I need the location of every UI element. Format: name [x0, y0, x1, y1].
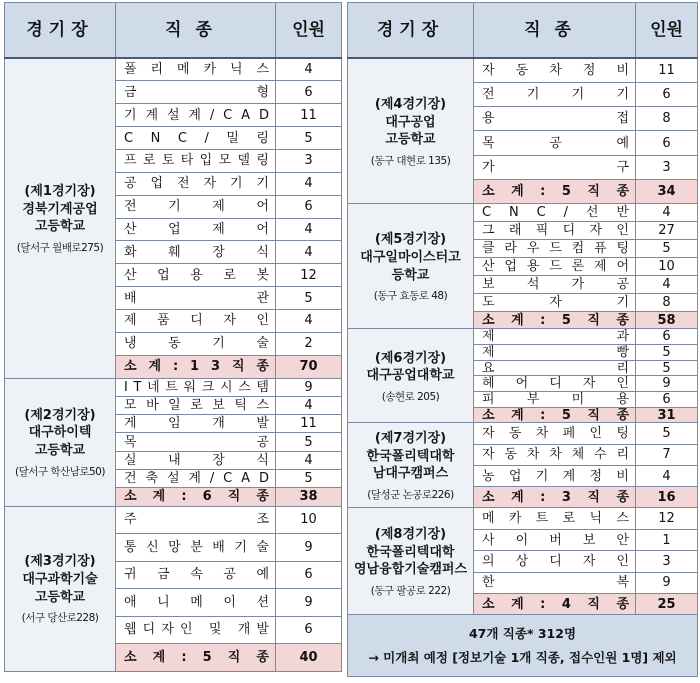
table-row	[5, 58, 342, 81]
job-name: 실 내 장 식	[116, 451, 276, 469]
job-count: 1	[636, 529, 698, 550]
left-venue-table	[4, 2, 342, 672]
venue-address: (동구 팔공로 222)	[370, 584, 451, 597]
job-count: 12	[276, 264, 342, 287]
subtotal-label: 소 계 : 5 직 종	[474, 407, 636, 423]
job-name: C N C / 밀 링	[116, 127, 276, 150]
job-name: 기 계 설 계 / C A D	[116, 104, 276, 127]
job-name: 주 조	[116, 506, 276, 534]
job-name: 목 공	[116, 433, 276, 451]
job-name: 자 동 차 페 인 팅	[474, 423, 636, 444]
venue-address: (동구 대현로 135)	[370, 154, 451, 167]
job-count: 10	[636, 258, 698, 276]
job-count: 4	[636, 275, 698, 293]
table-row	[5, 506, 342, 534]
job-name: 제 품 디 자 인	[116, 309, 276, 332]
job-name: 요 리	[474, 360, 636, 376]
job-name: 전 기 기 기	[474, 82, 636, 106]
job-name: 용 접	[474, 107, 636, 131]
job-count: 5	[636, 360, 698, 376]
venue-name: (제1경기장) 경북기계공업 고등학교	[22, 184, 98, 235]
job-name: C N C / 선 반	[474, 204, 636, 222]
job-count: 9	[636, 572, 698, 593]
job-count: 9	[276, 589, 342, 617]
job-name: 그 래 픽 디 자 인	[474, 222, 636, 240]
venue-cell	[5, 58, 116, 378]
job-count: 6	[276, 195, 342, 218]
subtotal-count: 25	[636, 593, 698, 614]
table-row	[348, 329, 698, 345]
subtotal-count: 58	[636, 311, 698, 329]
job-name: 메 카 트 로 닉 스	[474, 508, 636, 529]
subtotal-count: 38	[276, 488, 342, 506]
subtotal-count: 70	[276, 355, 342, 378]
job-count: 6	[276, 561, 342, 589]
venue-header: 경기장	[348, 3, 474, 59]
job-name: 자 동 차 차 체 수 리	[474, 444, 636, 465]
job-name: 헤 어 디 자 인	[474, 376, 636, 392]
venue-name: (제5경기장) 대구일마이스터고 등학교	[360, 232, 461, 283]
job-name: 공 업 전 자 기 기	[116, 172, 276, 195]
job-name: 모 바 일 로 보 틱 스	[116, 396, 276, 414]
job-count: 12	[636, 508, 698, 529]
job-name: 자 동 차 정 비	[474, 58, 636, 82]
left-table-panel	[4, 2, 342, 672]
venue-address: (달성군 논공로226)	[367, 488, 454, 501]
job-count: 5	[636, 423, 698, 444]
venue-address: (서구 당산로228)	[21, 612, 99, 625]
subtotal-count: 34	[636, 180, 698, 204]
subtotal-label: 소 계 : 3 직 종	[474, 487, 636, 508]
job-count: 7	[636, 444, 698, 465]
job-count: 6	[276, 616, 342, 644]
job-name: 목 공 예	[474, 131, 636, 155]
right-table-panel	[347, 2, 698, 677]
job-count: 6	[636, 82, 698, 106]
job-name: 산 업 용 로 봇	[116, 264, 276, 287]
subtotal-label: 소 계 : 1 3 직 종	[116, 355, 276, 378]
venue-cell	[348, 423, 474, 508]
venue-name: (제6경기장) 대구공업대학교	[366, 350, 455, 384]
job-count: 8	[636, 107, 698, 131]
job-name: 화 훼 장 식	[116, 241, 276, 264]
job-count: 10	[276, 506, 342, 534]
job-count: 11	[636, 58, 698, 82]
venue-address: (달서구 학산남로50)	[15, 465, 105, 478]
job-count: 11	[276, 415, 342, 433]
job-header: 직종	[474, 3, 636, 59]
job-count: 4	[276, 451, 342, 469]
venue-cell	[348, 204, 474, 329]
subtotal-label: 소 계 : 4 직 종	[474, 593, 636, 614]
job-header: 직종	[116, 3, 276, 59]
job-name: 사 이 버 보 안	[474, 529, 636, 550]
job-name: 산 업 제 어	[116, 218, 276, 241]
table-row	[348, 508, 698, 529]
right-venue-table	[347, 2, 698, 677]
job-name: 배 관	[116, 287, 276, 310]
job-name: 가 구	[474, 155, 636, 179]
job-name: 냉 동 기 술	[116, 332, 276, 355]
job-count: 3	[636, 551, 698, 572]
venue-cell	[348, 508, 474, 615]
job-count: 9	[276, 534, 342, 562]
venue-name: (제8경기장) 한국폴리텍대학 영남융합기술캠퍼스	[353, 527, 468, 578]
job-count: 4	[276, 396, 342, 414]
job-count: 4	[276, 218, 342, 241]
job-count: 4	[636, 204, 698, 222]
job-name: 애 니 메 이 션	[116, 589, 276, 617]
job-name: 통 신 망 분 배 기 술	[116, 534, 276, 562]
venue-name: (제3경기장) 대구과학기술 고등학교	[22, 554, 98, 605]
venue-address: (달서구 월배로275)	[16, 241, 104, 254]
job-name: 귀 금 속 공 예	[116, 561, 276, 589]
count-header: 인원	[636, 3, 698, 59]
job-count: 6	[636, 329, 698, 345]
job-name: I T 네 트 워 크 시 스 템	[116, 378, 276, 396]
venue-name: (제2경기장) 대구하이텍 고등학교	[24, 407, 96, 459]
subtotal-label: 소 계 : 5 직 종	[116, 644, 276, 672]
job-count: 5	[276, 433, 342, 451]
job-name: 전 기 제 어	[116, 195, 276, 218]
job-name: 도 자 기	[474, 293, 636, 311]
subtotal-label: 소 계 : 6 직 종	[116, 488, 276, 506]
exclusion-note: → 미개최 예정 [정보기술 1개 직종, 접수인원 1명] 제외	[368, 649, 677, 665]
job-name: 보 석 가 공	[474, 275, 636, 293]
job-name: 프 로 토 타 입 모 델 링	[116, 149, 276, 172]
summary-footer	[348, 615, 698, 677]
job-count: 5	[276, 287, 342, 310]
job-count: 4	[276, 58, 342, 81]
job-name: 농 업 기 계 정 비	[474, 465, 636, 486]
job-count: 6	[636, 392, 698, 408]
job-count: 11	[276, 104, 342, 127]
job-count: 4	[276, 172, 342, 195]
venue-cell	[5, 378, 116, 506]
subtotal-count: 40	[276, 644, 342, 672]
venue-cell	[348, 329, 474, 423]
venue-name: (제4경기장) 대구공업 고등학교	[374, 97, 447, 148]
job-count: 5	[276, 127, 342, 150]
total-summary: 47개 직종* 312명	[468, 626, 577, 642]
job-count: 9	[636, 376, 698, 392]
job-name: 피 부 미 용	[474, 392, 636, 408]
venue-cell	[348, 58, 474, 204]
job-count: 5	[636, 240, 698, 258]
job-count: 6	[276, 81, 342, 104]
job-name: 의 상 디 자 인	[474, 551, 636, 572]
job-count: 9	[276, 378, 342, 396]
venue-address: (송현로 205)	[381, 390, 440, 403]
job-name: 한 복	[474, 572, 636, 593]
subtotal-label: 소 계 : 5 직 종	[474, 311, 636, 329]
job-count: 2	[276, 332, 342, 355]
subtotal-count: 16	[636, 487, 698, 508]
venue-name: (제7경기장) 한국폴리텍대학 남대구캠퍼스	[366, 431, 455, 482]
job-name: 제 빵	[474, 345, 636, 361]
job-name: 금 형	[116, 81, 276, 104]
venue-address: (동구 효동로 48)	[373, 290, 448, 303]
job-name: 제 과	[474, 329, 636, 345]
table-row	[5, 378, 342, 396]
job-count: 3	[276, 149, 342, 172]
table-row	[348, 423, 698, 444]
count-header: 인원	[276, 3, 342, 59]
subtotal-label: 소 계 : 5 직 종	[474, 180, 636, 204]
job-count: 4	[636, 465, 698, 486]
job-count: 6	[636, 131, 698, 155]
table-row	[348, 204, 698, 222]
job-name: 웹 디 자 인 및 개 발	[116, 616, 276, 644]
job-name: 클 라 우 드 컴 퓨 팅	[474, 240, 636, 258]
job-count: 5	[636, 345, 698, 361]
job-name: 건 축 설 계 / C A D	[116, 469, 276, 487]
job-count: 4	[276, 241, 342, 264]
job-name: 게 임 개 발	[116, 415, 276, 433]
job-count: 5	[276, 469, 342, 487]
job-name: 산 업 용 드 론 제 어	[474, 258, 636, 276]
venue-header: 경기장	[5, 3, 116, 59]
job-count: 27	[636, 222, 698, 240]
table-row	[348, 58, 698, 82]
job-count: 8	[636, 293, 698, 311]
venue-cell	[5, 506, 116, 671]
subtotal-count: 31	[636, 407, 698, 423]
job-name: 폴 리 메 카 닉 스	[116, 58, 276, 81]
job-count: 3	[636, 155, 698, 179]
job-count: 4	[276, 309, 342, 332]
